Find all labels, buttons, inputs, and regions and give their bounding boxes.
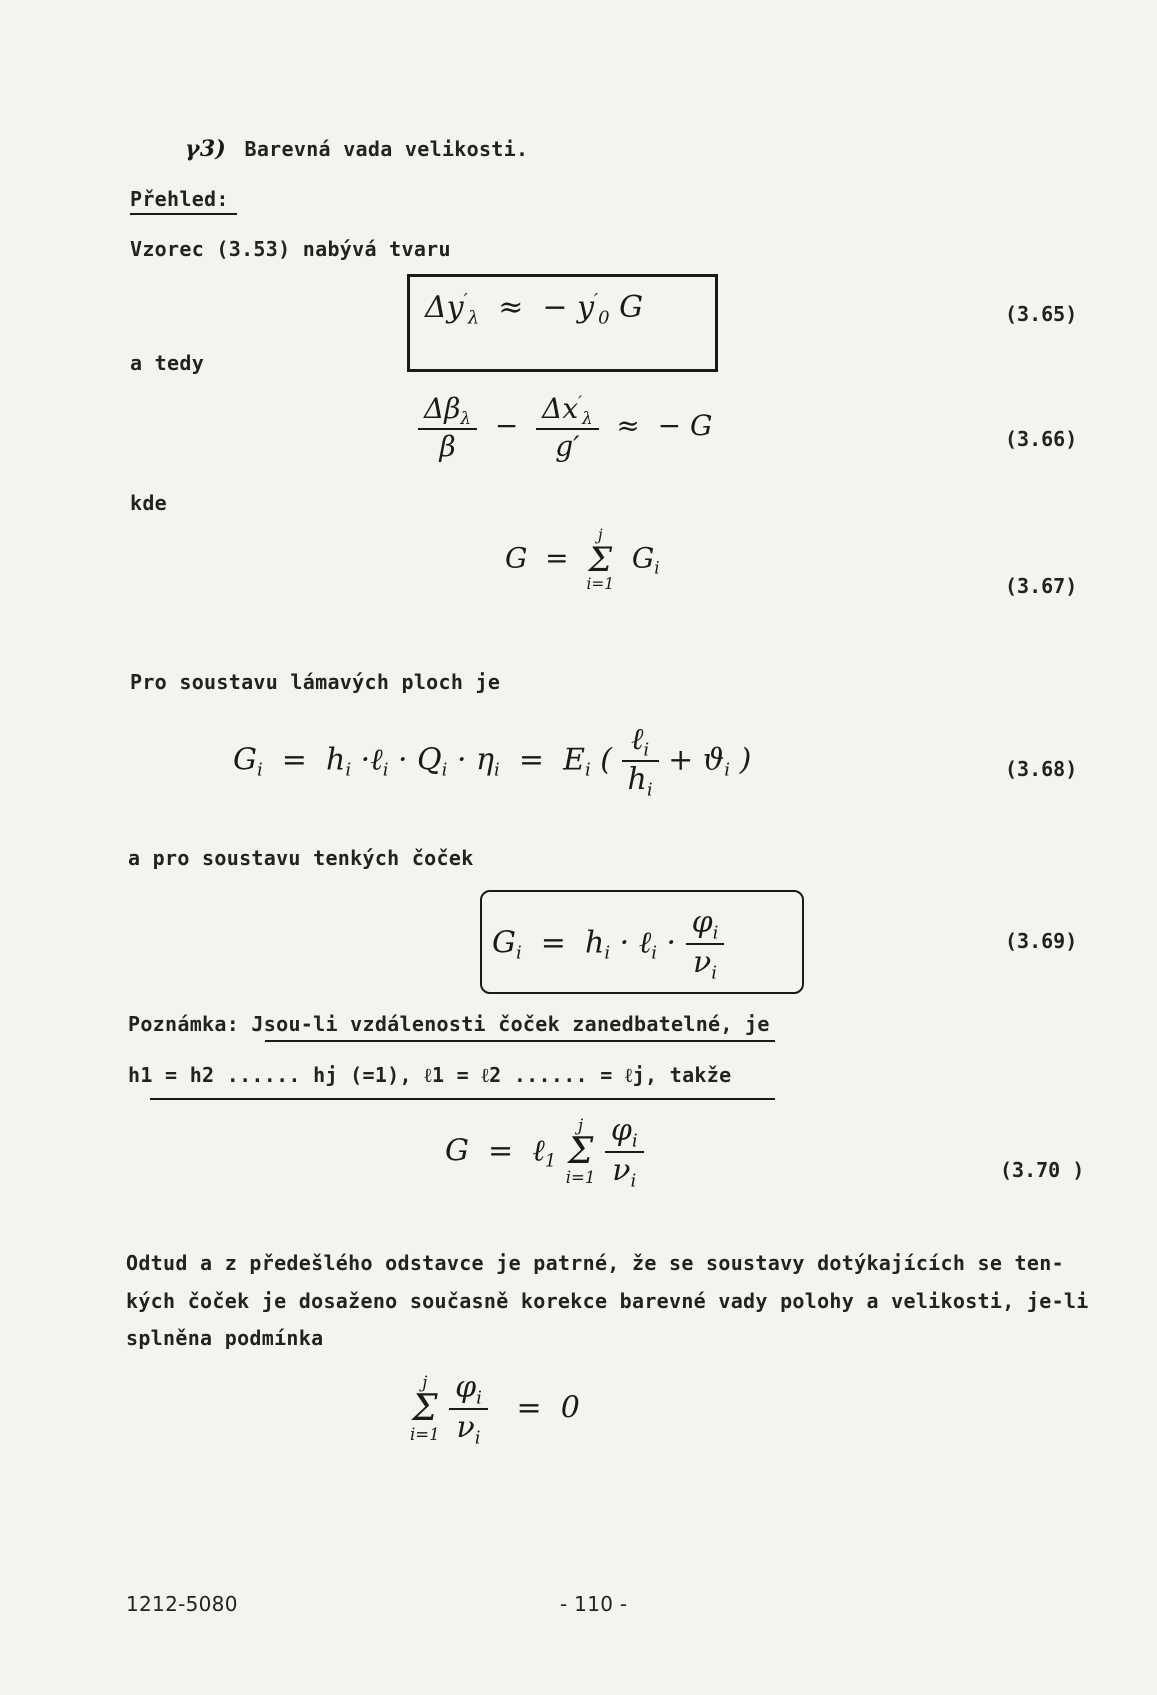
equation-368: $G_i = h_i$ ·ℓ$_i$ · $Q_i \cdot \eta_i = E_i$ ( $\frac{\ell_i}{h_i}$ + $ϑ_i$ ) — [233, 722, 752, 801]
equation-number-368: (3.68) — [1005, 757, 1078, 781]
and-thus-text: a tedy — [130, 351, 205, 375]
equation-number-369: (3.69) — [1005, 929, 1078, 953]
equation-369: $G_i = h_i$ · ℓ$_i$ · $\frac{\varphi_i}{\nu_i}$ — [492, 905, 724, 984]
equation-370: G = ℓ$_1$ j Σ i=1 $\frac{\varphi_i}{\nu_i}$ — [445, 1113, 644, 1192]
section-heading — [185, 136, 528, 162]
equation-367: G = j Σ i=1 $G_i$ — [505, 526, 660, 593]
note-label: Poznámka: — [128, 1012, 240, 1036]
thin-lenses-text: a pro soustavu tenkých čoček — [128, 846, 474, 870]
note-line-1 — [128, 1012, 770, 1036]
where-text: kde — [130, 491, 168, 515]
note-text-1: Jsou-li vzdálenosti čoček zanedbatelné, je — [251, 1012, 770, 1036]
surfaces-text: Pro soustavu lámavých ploch je — [130, 670, 501, 694]
intro-text: Vzorec (3.53) nabývá tvaru — [130, 237, 451, 261]
footer-doc-number: 1212-5080 — [126, 1592, 238, 1616]
equation-condition: j Σ i=1 $\frac{\varphi_i}{\nu_i}$ = 0 — [410, 1370, 580, 1449]
overview-underline — [130, 213, 237, 215]
note-underline-1 — [265, 1040, 775, 1042]
conclusion-line-1: Odtud a z předešlého odstavce je patrné, že se soustavy dotýkajících se ten- — [126, 1251, 1064, 1275]
note-line-2: h1 = h2 ...... hj (=1), ℓ1 = ℓ2 ...... = ℓj, takže — [128, 1063, 732, 1087]
conclusion-line-2: kých čoček je dosaženo současně korekce barevné vady polohy a velikosti, je-li — [126, 1289, 1089, 1313]
footer-page-number: - 110 - — [560, 1592, 628, 1616]
section-title: Barevná vada velikosti. — [244, 137, 529, 161]
equation-366: $\frac{\Delta\beta_\lambda}{\beta}$ − $\frac{\Delta x'_\lambda}{g'}$ ≈ − G — [418, 392, 712, 463]
equation-number-367: (3.67) — [1005, 574, 1078, 598]
equation-number-370: (3.70 ) — [1000, 1158, 1085, 1182]
note-underline-2 — [150, 1098, 775, 1100]
overview-label: Přehled: — [130, 187, 229, 211]
equation-number-366: (3.66) — [1005, 427, 1078, 451]
equation-365: $\Delta y'_\lambda$ ≈ − $y'_0$ G — [425, 290, 644, 329]
conclusion-line-3: splněna podmínka — [126, 1326, 324, 1350]
equation-number-365: (3.65) — [1005, 302, 1078, 326]
section-marker: γ3) — [185, 136, 227, 162]
